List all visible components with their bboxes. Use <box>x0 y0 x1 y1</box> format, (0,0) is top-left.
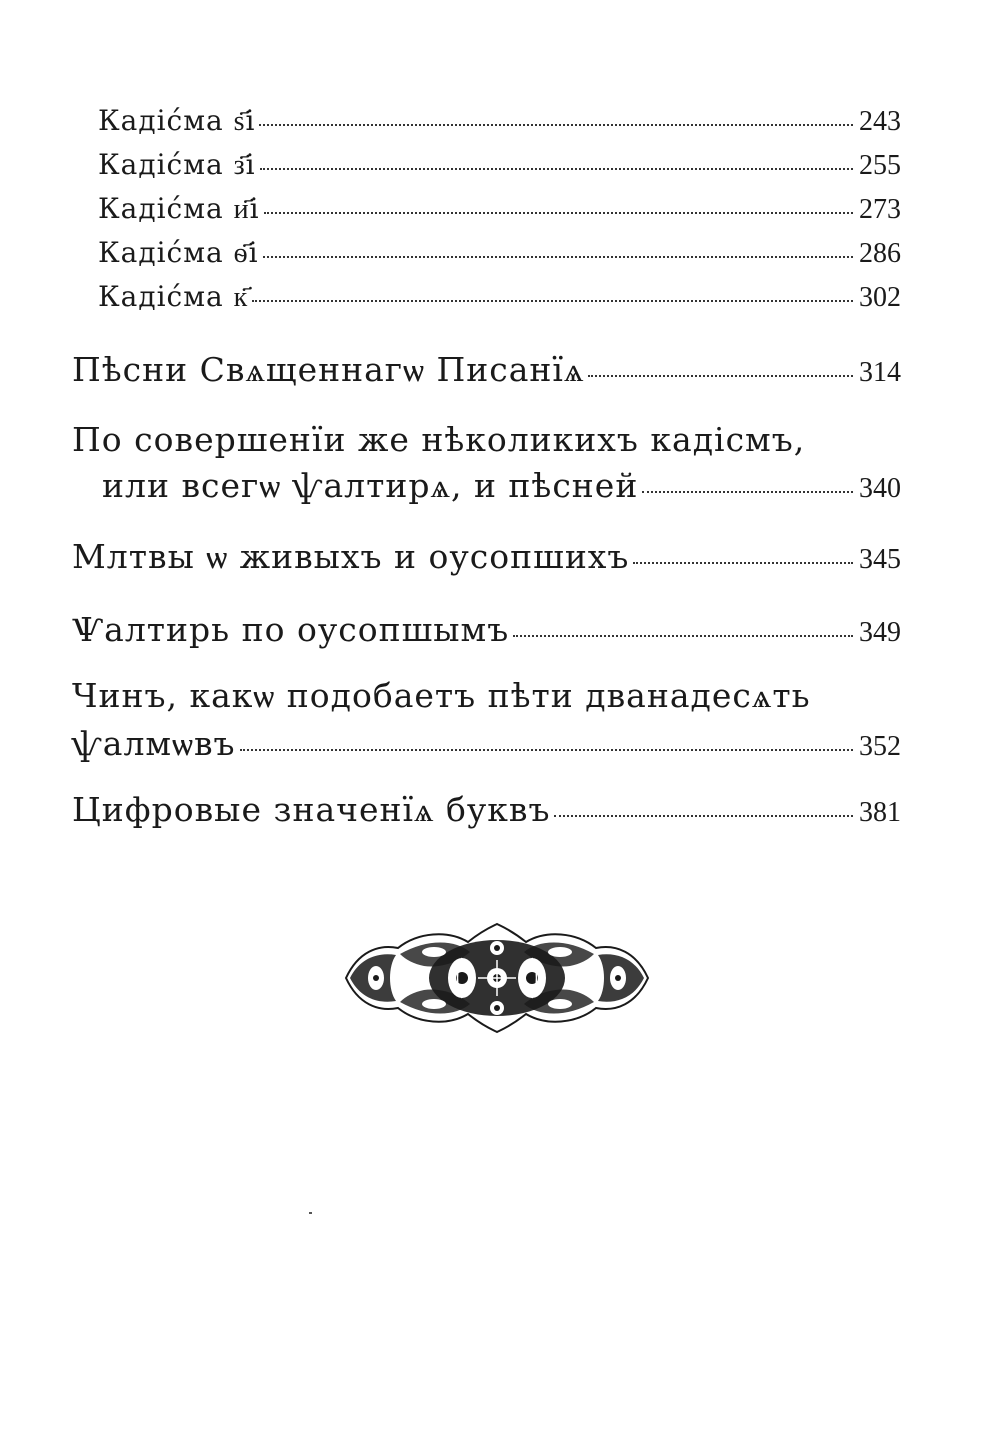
toc-entry[interactable] <box>72 610 901 649</box>
toc-entry[interactable] <box>98 192 901 226</box>
dot-leader <box>588 375 853 377</box>
dot-leader <box>260 168 853 170</box>
toc-entry-page: 255 <box>859 150 901 181</box>
toc-entry-title-line2: или всегѡ ѱалтирѧ, и пѣсней <box>102 466 639 505</box>
toc-entry-page: 314 <box>859 357 901 388</box>
toc-entry-page: 345 <box>859 544 901 575</box>
toc-entry-title: Млтвы ѡ живыхъ и оусопшихъ <box>72 537 630 576</box>
dot-leader <box>259 124 853 126</box>
dot-leader <box>252 300 853 302</box>
print-speck <box>309 1212 312 1214</box>
toc-entry-title-line1[interactable]: По совершенїи же нѣколикихъ кадісмъ, <box>72 420 806 459</box>
toc-entry-page: 286 <box>859 238 901 269</box>
toc-entry-title: Пѣсни Свѧщеннагѡ Писанїѧ <box>72 350 585 389</box>
toc-entry[interactable] <box>72 537 901 577</box>
toc-entry-title: Кадіс́ма ѕ҃і <box>98 104 256 137</box>
toc-entry[interactable] <box>98 148 901 182</box>
toc-entry[interactable] <box>72 350 901 390</box>
toc-entry[interactable] <box>102 466 901 506</box>
toc-entry-title: Кадіс́ма ѳ҃і <box>98 236 259 269</box>
toc-entry[interactable] <box>98 236 901 270</box>
toc-entry-page: 340 <box>859 473 901 504</box>
toc-entry-title-line2: ѱалмѡвъ <box>72 724 236 763</box>
toc-entry[interactable] <box>72 790 901 830</box>
toc-entry-page: 302 <box>859 282 901 313</box>
toc-entry-title: Кадіс́ма к҃ <box>98 280 249 313</box>
dot-leader <box>642 491 853 493</box>
toc-entry-title: Кадіс́ма з҃і <box>98 148 256 181</box>
dot-leader <box>513 635 853 637</box>
dot-leader <box>263 256 853 258</box>
toc-entry-title: Ѱалтирь по оусопшымъ <box>72 610 510 649</box>
toc-entry-page: 243 <box>859 106 901 137</box>
dot-leader <box>554 815 853 817</box>
toc-entry-title-line1[interactable]: Чинъ, какѡ подобаетъ пѣти дванадесѧть <box>72 676 811 715</box>
toc-entry-title: Кадіс́ма и҃і <box>98 192 260 225</box>
toc-entry-page: 352 <box>859 731 901 762</box>
toc-entry-page: 349 <box>859 617 901 648</box>
dot-leader <box>240 749 853 751</box>
toc-entry-page: 381 <box>859 797 901 828</box>
floral-ornament-icon <box>338 922 656 1034</box>
dot-leader <box>264 212 853 214</box>
toc-entry-title: Цифровые значенїѧ буквъ <box>72 790 551 829</box>
toc-entry[interactable] <box>72 724 901 764</box>
toc-entry[interactable] <box>98 280 901 314</box>
toc-entry-page: 273 <box>859 194 901 225</box>
dot-leader <box>633 562 853 564</box>
toc-entry[interactable] <box>98 104 901 138</box>
